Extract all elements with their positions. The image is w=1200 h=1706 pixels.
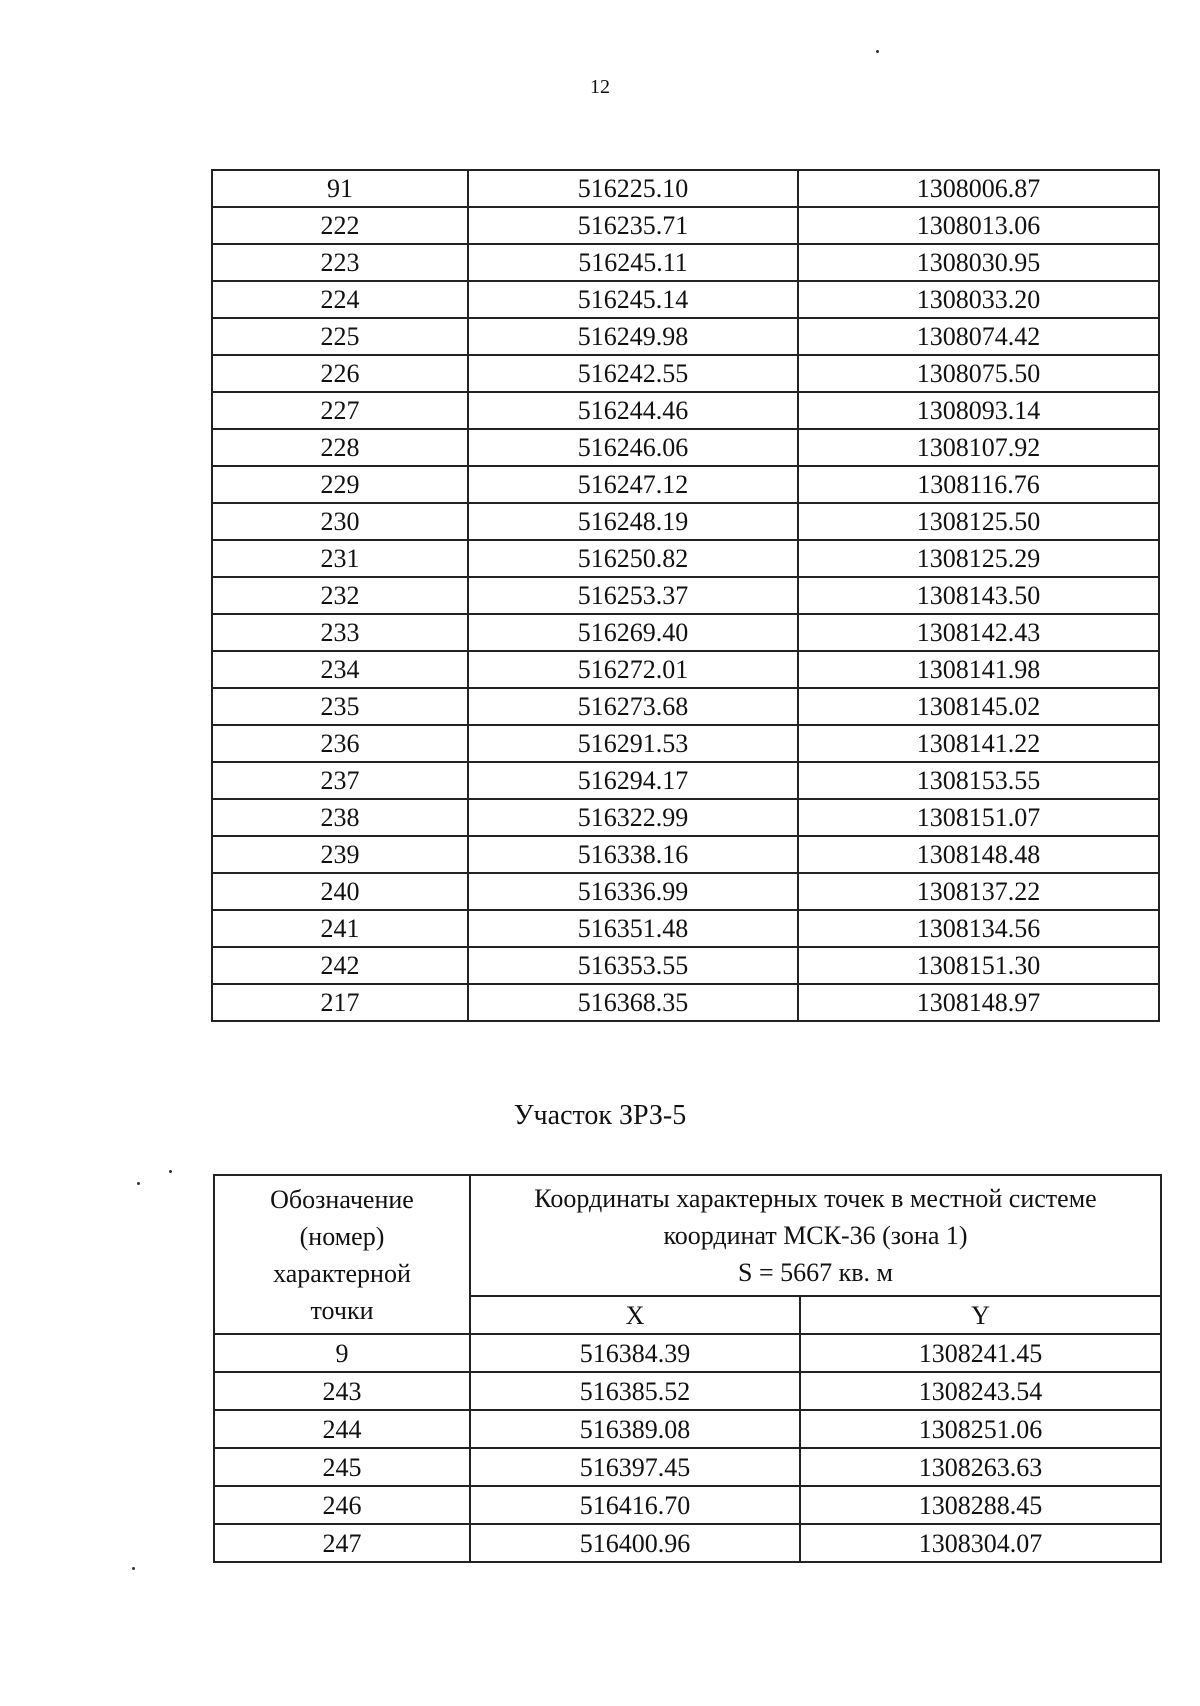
x-coordinate-cell: 516244.46 <box>468 392 798 429</box>
y-coordinate-cell: 1308141.22 <box>798 725 1159 762</box>
table-row <box>214 1334 1161 1372</box>
x-coordinate-cell: 516242.55 <box>468 355 798 392</box>
x-coordinate-cell: 516245.14 <box>468 281 798 318</box>
x-coordinate-cell: 516246.06 <box>468 429 798 466</box>
point-number-cell: 235 <box>212 688 468 725</box>
point-number-cell: 227 <box>212 392 468 429</box>
y-coordinate-cell: 1308151.30 <box>798 947 1159 984</box>
y-coordinate-cell: 1308107.92 <box>798 429 1159 466</box>
table-row <box>212 688 1159 725</box>
table-row <box>212 466 1159 503</box>
point-number-cell: 246 <box>214 1486 470 1524</box>
x-coordinate-cell: 516225.10 <box>468 170 798 207</box>
x-column-header: X <box>470 1296 800 1334</box>
y-coordinate-cell: 1308033.20 <box>798 281 1159 318</box>
point-number-cell: 244 <box>214 1410 470 1448</box>
scan-speck <box>169 1170 172 1173</box>
page-number: 12 <box>590 76 610 98</box>
x-coordinate-cell: 516248.19 <box>468 503 798 540</box>
table-row <box>212 947 1159 984</box>
table-row <box>212 910 1159 947</box>
x-coordinate-cell: 516397.45 <box>470 1448 800 1486</box>
x-coordinate-cell: 516351.48 <box>468 910 798 947</box>
point-number-cell: 224 <box>212 281 468 318</box>
x-coordinate-cell: 516273.68 <box>468 688 798 725</box>
y-column-header: Y <box>800 1296 1161 1334</box>
y-coordinate-cell: 1308093.14 <box>798 392 1159 429</box>
y-coordinate-cell: 1308241.45 <box>800 1334 1161 1372</box>
table-row <box>212 429 1159 466</box>
table-row <box>212 651 1159 688</box>
y-coordinate-cell: 1308074.42 <box>798 318 1159 355</box>
x-coordinate-cell: 516400.96 <box>470 1524 800 1562</box>
y-coordinate-cell: 1308030.95 <box>798 244 1159 281</box>
table-row <box>212 762 1159 799</box>
zrz5-coordinates-table <box>213 1174 1162 1563</box>
point-number-cell: 228 <box>212 429 468 466</box>
x-coordinate-cell: 516322.99 <box>468 799 798 836</box>
point-number-cell: 243 <box>214 1372 470 1410</box>
x-coordinate-cell: 516294.17 <box>468 762 798 799</box>
table-row <box>212 392 1159 429</box>
y-coordinate-cell: 1308013.06 <box>798 207 1159 244</box>
y-coordinate-cell: 1308116.76 <box>798 466 1159 503</box>
x-coordinate-cell: 516245.11 <box>468 244 798 281</box>
x-coordinate-cell: 516338.16 <box>468 836 798 873</box>
table-row <box>212 355 1159 392</box>
table-row <box>212 799 1159 836</box>
y-coordinate-cell: 1308143.50 <box>798 577 1159 614</box>
table-row <box>214 1524 1161 1562</box>
table-row <box>212 836 1159 873</box>
table-row <box>212 614 1159 651</box>
point-number-cell: 226 <box>212 355 468 392</box>
y-coordinate-cell: 1308137.22 <box>798 873 1159 910</box>
table-row <box>212 207 1159 244</box>
y-coordinate-cell: 1308153.55 <box>798 762 1159 799</box>
coordinates-header: Координаты характерных точек в местной системе координат МСК-36 (зона 1) S = 5667 кв. м <box>470 1175 1161 1296</box>
x-coordinate-cell: 516249.98 <box>468 318 798 355</box>
table-row <box>212 984 1159 1021</box>
point-number-cell: 242 <box>212 947 468 984</box>
x-coordinate-cell: 516336.99 <box>468 873 798 910</box>
x-coordinate-cell: 516353.55 <box>468 947 798 984</box>
point-number-cell: 241 <box>212 910 468 947</box>
point-number-cell: 229 <box>212 466 468 503</box>
y-coordinate-cell: 1308288.45 <box>800 1486 1161 1524</box>
x-coordinate-cell: 516416.70 <box>470 1486 800 1524</box>
y-coordinate-cell: 1308145.02 <box>798 688 1159 725</box>
x-coordinate-cell: 516235.71 <box>468 207 798 244</box>
x-coordinate-cell: 516291.53 <box>468 725 798 762</box>
point-number-cell: 234 <box>212 651 468 688</box>
zrz5-table-header <box>214 1175 1161 1334</box>
point-number-cell: 217 <box>212 984 468 1021</box>
x-coordinate-cell: 516247.12 <box>468 466 798 503</box>
table-row <box>212 873 1159 910</box>
table-row <box>212 540 1159 577</box>
scan-speck <box>132 1567 135 1570</box>
y-coordinate-cell: 1308125.50 <box>798 503 1159 540</box>
table-row <box>212 244 1159 281</box>
zrz5-table-body <box>214 1334 1161 1562</box>
point-number-cell: 237 <box>212 762 468 799</box>
y-coordinate-cell: 1308151.07 <box>798 799 1159 836</box>
coordinates-table-continued <box>211 169 1160 1022</box>
y-coordinate-cell: 1308134.56 <box>798 910 1159 947</box>
point-designation-header: Обозначение (номер) характерной точки <box>214 1175 470 1334</box>
point-number-cell: 236 <box>212 725 468 762</box>
y-coordinate-cell: 1308125.29 <box>798 540 1159 577</box>
table-row <box>214 1486 1161 1524</box>
y-coordinate-cell: 1308148.97 <box>798 984 1159 1021</box>
y-coordinate-cell: 1308263.63 <box>800 1448 1161 1486</box>
y-coordinate-cell: 1308006.87 <box>798 170 1159 207</box>
table-row <box>212 577 1159 614</box>
x-coordinate-cell: 516385.52 <box>470 1372 800 1410</box>
coordinates-table-body <box>212 170 1159 1021</box>
point-number-cell: 245 <box>214 1448 470 1486</box>
y-coordinate-cell: 1308304.07 <box>800 1524 1161 1562</box>
point-number-cell: 91 <box>212 170 468 207</box>
point-number-cell: 238 <box>212 799 468 836</box>
scan-speck <box>876 50 879 53</box>
table-row <box>212 503 1159 540</box>
x-coordinate-cell: 516253.37 <box>468 577 798 614</box>
table-row <box>214 1372 1161 1410</box>
point-number-cell: 225 <box>212 318 468 355</box>
table-row <box>212 281 1159 318</box>
x-coordinate-cell: 516368.35 <box>468 984 798 1021</box>
point-number-cell: 233 <box>212 614 468 651</box>
x-coordinate-cell: 516269.40 <box>468 614 798 651</box>
point-number-cell: 247 <box>214 1524 470 1562</box>
y-coordinate-cell: 1308251.06 <box>800 1410 1161 1448</box>
x-coordinate-cell: 516389.08 <box>470 1410 800 1448</box>
point-number-cell: 222 <box>212 207 468 244</box>
point-number-cell: 223 <box>212 244 468 281</box>
y-coordinate-cell: 1308141.98 <box>798 651 1159 688</box>
table-row <box>212 170 1159 207</box>
y-coordinate-cell: 1308075.50 <box>798 355 1159 392</box>
y-coordinate-cell: 1308142.43 <box>798 614 1159 651</box>
table-row <box>212 318 1159 355</box>
x-coordinate-cell: 516272.01 <box>468 651 798 688</box>
section-title: Участок ЗРЗ-5 <box>513 1100 687 1131</box>
y-coordinate-cell: 1308243.54 <box>800 1372 1161 1410</box>
point-number-cell: 231 <box>212 540 468 577</box>
scan-speck <box>137 1182 140 1185</box>
point-number-cell: 230 <box>212 503 468 540</box>
point-number-cell: 240 <box>212 873 468 910</box>
x-coordinate-cell: 516250.82 <box>468 540 798 577</box>
table-row <box>214 1448 1161 1486</box>
y-coordinate-cell: 1308148.48 <box>798 836 1159 873</box>
table-row <box>214 1410 1161 1448</box>
point-number-cell: 9 <box>214 1334 470 1372</box>
x-coordinate-cell: 516384.39 <box>470 1334 800 1372</box>
point-number-cell: 239 <box>212 836 468 873</box>
table-row <box>212 725 1159 762</box>
point-number-cell: 232 <box>212 577 468 614</box>
